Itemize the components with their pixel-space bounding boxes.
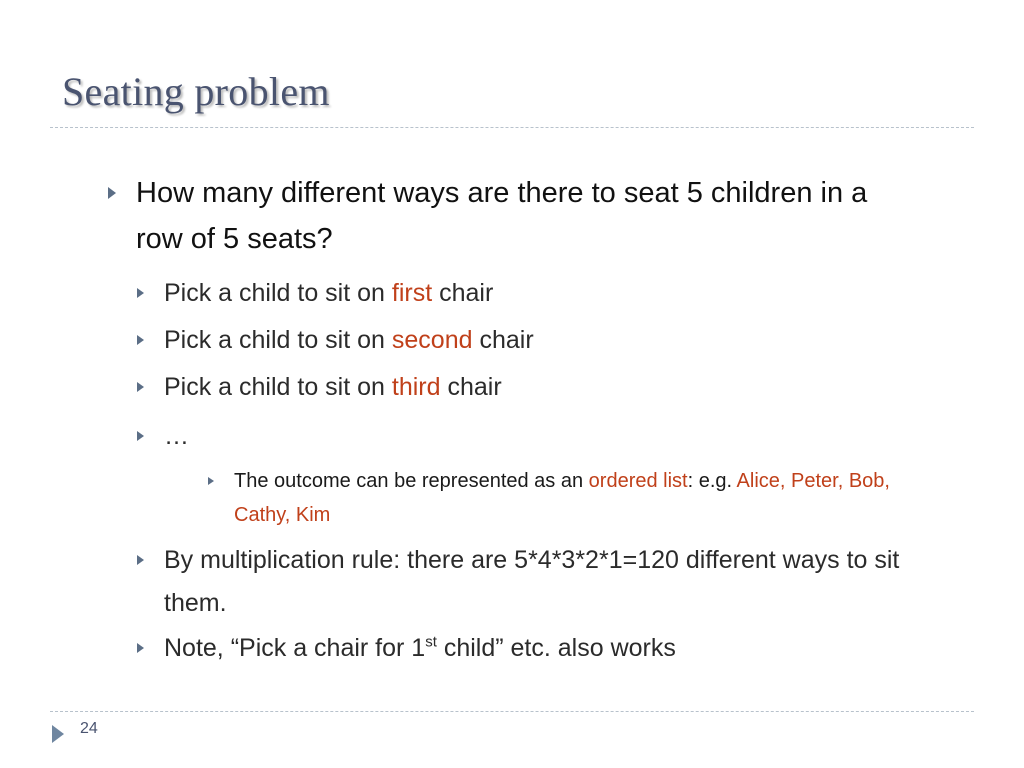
slide-title: Seating problem [62,69,330,114]
title-divider [50,127,974,128]
highlight-names: Alice, Peter, Bob, Cathy, Kim [234,470,890,526]
highlight-third: third [391,373,441,401]
bullet-triangle-icon [108,187,116,199]
highlight-first: first [391,279,433,307]
bullet-main-text: How many different ways are there to seat 5 children in a row of 5 seats? [136,177,868,255]
bullet-outcome-text: The outcome can be represented as an ordered list: e.g. Alice, Peter, Bob, Cathy, Kim [234,470,890,526]
bullet-pick-third-text: Pick a child to sit on third chair [164,373,502,401]
bullet-multiplication [137,539,957,625]
page-number: 24 [80,720,98,737]
bullet-note [137,627,676,670]
bullet-triangle-icon [137,555,144,565]
bullet-pick-second [137,319,534,362]
footer-divider [50,711,974,712]
superscript-st: st [425,633,437,651]
bullet-triangle-icon [208,477,214,485]
bullet-triangle-icon [137,643,144,653]
play-arrow-icon [52,725,64,743]
bullet-note-text: Note, “Pick a chair for 1st child” etc. also works [164,633,676,662]
bullet-triangle-icon [137,288,144,298]
highlight-second: second [391,326,473,354]
bullet-triangle-icon [137,382,144,392]
bullet-pick-second-text: Pick a child to sit on second chair [164,326,534,354]
bullet-triangle-icon [137,431,144,441]
bullet-outcome [208,464,948,532]
bullet-ellipsis [137,415,189,458]
highlight-ordered-list: ordered list [588,470,688,492]
bullet-pick-third [137,366,502,409]
bullet-pick-first-text: Pick a child to sit on first chair [164,279,494,307]
bullet-pick-first [137,272,493,315]
bullet-main [108,170,908,262]
bullet-triangle-icon [137,335,144,345]
bullet-ellipsis-text: … [164,422,189,450]
bullet-multiplication-text: By multiplication rule: there are 5*4*3*2*1=120 different ways to sit them. [164,546,900,617]
